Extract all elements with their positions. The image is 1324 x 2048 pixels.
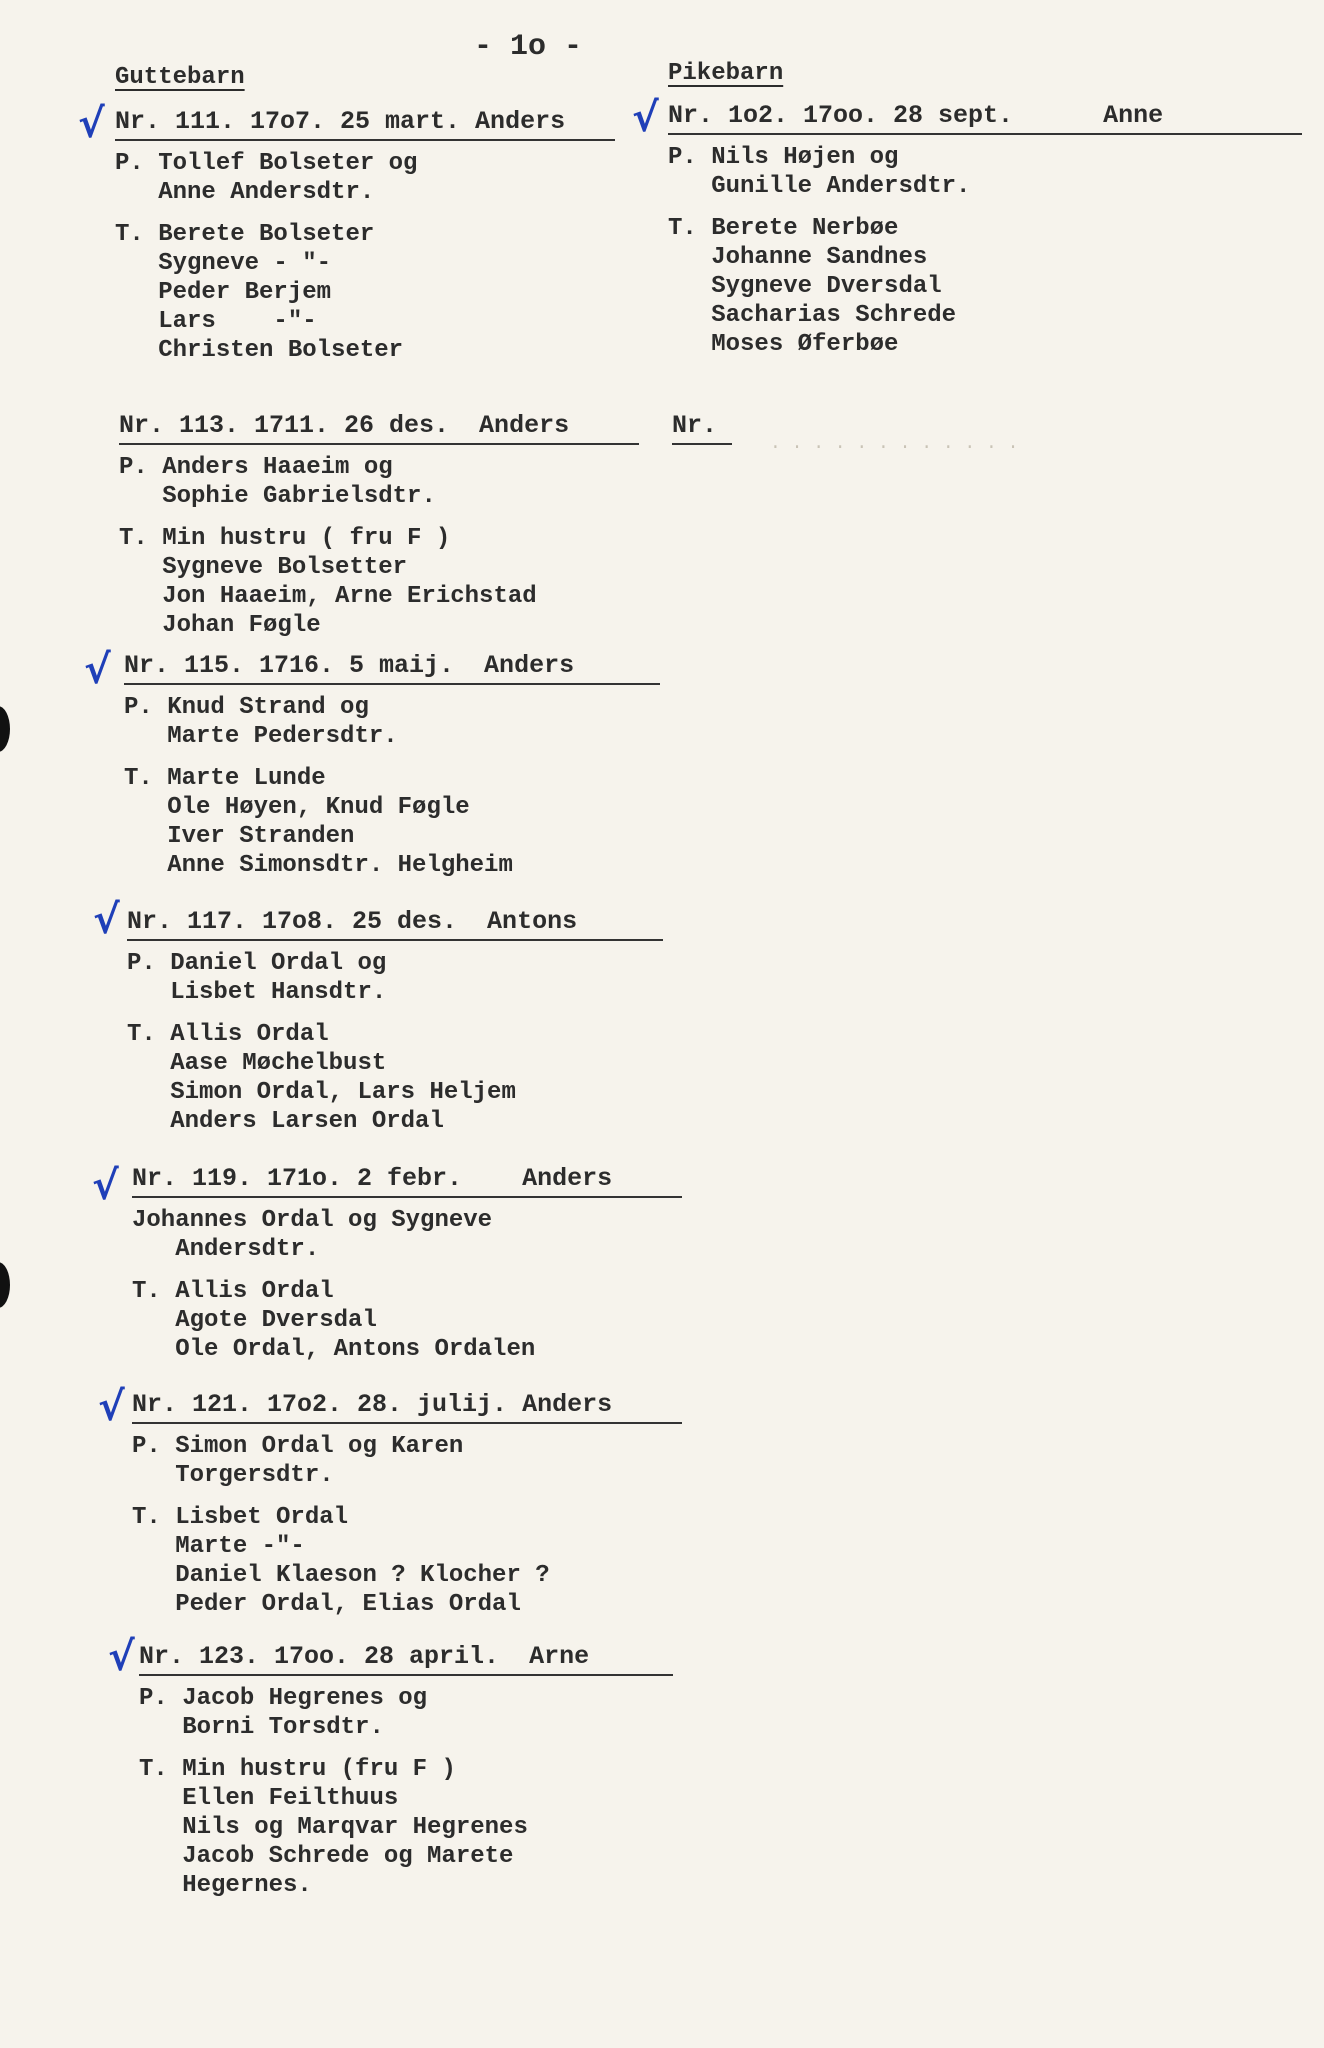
parents-line: Borni Torsdtr.	[139, 1714, 384, 1741]
witness-line: T. Berete Bolseter	[115, 221, 375, 248]
witness-line: Peder Ordal, Elias Ordal	[132, 1591, 521, 1618]
record-entry	[119, 410, 639, 640]
record-entry	[132, 1389, 682, 1619]
record-header: Nr. 121. 17o2. 28. julij. Anders	[132, 1389, 682, 1424]
check-mark-icon: √	[84, 647, 111, 693]
witness-line: Anne Simonsdtr. Helgheim	[124, 852, 513, 879]
record-entry	[668, 100, 1302, 359]
record-header: Nr. 111. 17o7. 25 mart. Anders	[115, 106, 615, 141]
witness-line: T. Min hustru (fru F )	[139, 1756, 456, 1783]
witness-line: Lars -"-	[115, 308, 317, 335]
record-header: Nr. 113. 1711. 26 des. Anders	[119, 410, 639, 445]
witness-line: T. Allis Ordal	[132, 1278, 334, 1305]
parents-line: P. Simon Ordal og Karen	[132, 1433, 464, 1460]
record-entry	[115, 106, 615, 365]
parents-line: Sophie Gabrielsdtr.	[119, 483, 436, 510]
witness-line: T. Lisbet Ordal	[132, 1504, 349, 1531]
record-entry	[672, 410, 732, 445]
punch-hole	[0, 706, 10, 752]
parents-line: Lisbet Hansdtr.	[127, 979, 387, 1006]
witness-line: Peder Berjem	[115, 279, 332, 306]
witness-line: T. Marte Lunde	[124, 765, 326, 792]
parents-line: Johannes Ordal og Sygneve	[132, 1207, 493, 1234]
witness-line: Agote Dversdal	[132, 1307, 377, 1334]
record-header: Nr. 117. 17o8. 25 des. Antons	[127, 906, 663, 941]
witness-line: Marte -"-	[132, 1533, 305, 1560]
parents-line: P. Knud Strand og	[124, 694, 369, 721]
witness-line: T. Berete Nerbøe	[668, 215, 899, 242]
parents-line: P. Anders Haaeim og	[119, 454, 393, 481]
record-entry	[132, 1163, 682, 1364]
witness-line: Christen Bolseter	[115, 337, 404, 364]
bleed-through-text: . . . . . . . . . . . .	[770, 434, 1019, 454]
check-mark-icon: √	[92, 1163, 119, 1209]
witness-line: Sygneve - "-	[115, 250, 332, 277]
parents-line: P. Daniel Ordal og	[127, 950, 387, 977]
parents-line: Andersdtr.	[132, 1236, 320, 1263]
witness-line: Daniel Klaeson ? Klocher ?	[132, 1562, 550, 1589]
witness-line: Aase Møchelbust	[127, 1050, 387, 1077]
page-number: - 1o -	[474, 30, 583, 64]
record-entry	[139, 1641, 673, 1900]
witness-line: Johan Føgle	[119, 612, 321, 639]
check-mark-icon: √	[108, 1634, 135, 1680]
witness-line: Simon Ordal, Lars Heljem	[127, 1079, 516, 1106]
record-header: Nr.	[672, 410, 732, 445]
record-header: Nr. 1o2. 17oo. 28 sept. Anne	[668, 100, 1302, 135]
column-heading-guttebarn: Guttebarn	[115, 64, 245, 91]
record-header: Nr. 123. 17oo. 28 april. Arne	[139, 1641, 673, 1676]
check-mark-icon: √	[93, 897, 120, 943]
witness-line: T. Allis Ordal	[127, 1021, 329, 1048]
parents-line: Gunille Andersdtr.	[668, 173, 971, 200]
parents-line: Marte Pedersdtr.	[124, 723, 398, 750]
parents-line: Torgersdtr.	[132, 1462, 334, 1489]
check-mark-icon: √	[78, 101, 105, 147]
witness-line: Iver Stranden	[124, 823, 355, 850]
record-header: Nr. 115. 1716. 5 maij. Anders	[124, 650, 660, 685]
witness-line: Ole Ordal, Antons Ordalen	[132, 1336, 536, 1363]
witness-line: Hegernes.	[139, 1872, 312, 1899]
witness-line: Sacharias Schrede	[668, 302, 957, 329]
check-mark-icon: √	[98, 1384, 125, 1430]
witness-line: Anders Larsen Ordal	[127, 1108, 444, 1135]
parents-line: P. Jacob Hegrenes og	[139, 1685, 428, 1712]
parents-line: Anne Andersdtr.	[115, 179, 375, 206]
parents-line: P. Nils Højen og	[668, 144, 899, 171]
record-entry	[124, 650, 660, 880]
witness-line: Jon Haaeim, Arne Erichstad	[119, 583, 537, 610]
punch-hole	[0, 1262, 10, 1308]
witness-line: Sygneve Bolsetter	[119, 554, 408, 581]
record-entry	[127, 906, 663, 1136]
witness-line: Jacob Schrede og Marete	[139, 1843, 514, 1870]
witness-line: Nils og Marqvar Hegrenes	[139, 1814, 528, 1841]
parents-line: P. Tollef Bolseter og	[115, 150, 418, 177]
witness-line: Sygneve Dversdal	[668, 273, 942, 300]
witness-line: Ellen Feilthuus	[139, 1785, 399, 1812]
check-mark-icon: √	[632, 95, 659, 141]
witness-line: Ole Høyen, Knud Føgle	[124, 794, 470, 821]
witness-line: Johanne Sandnes	[668, 244, 928, 271]
witness-line: T. Min hustru ( fru F )	[119, 525, 451, 552]
column-heading-pikebarn: Pikebarn	[668, 60, 784, 87]
witness-line: Moses Øferbøe	[668, 331, 899, 358]
record-header: Nr. 119. 171o. 2 febr. Anders	[132, 1163, 682, 1198]
